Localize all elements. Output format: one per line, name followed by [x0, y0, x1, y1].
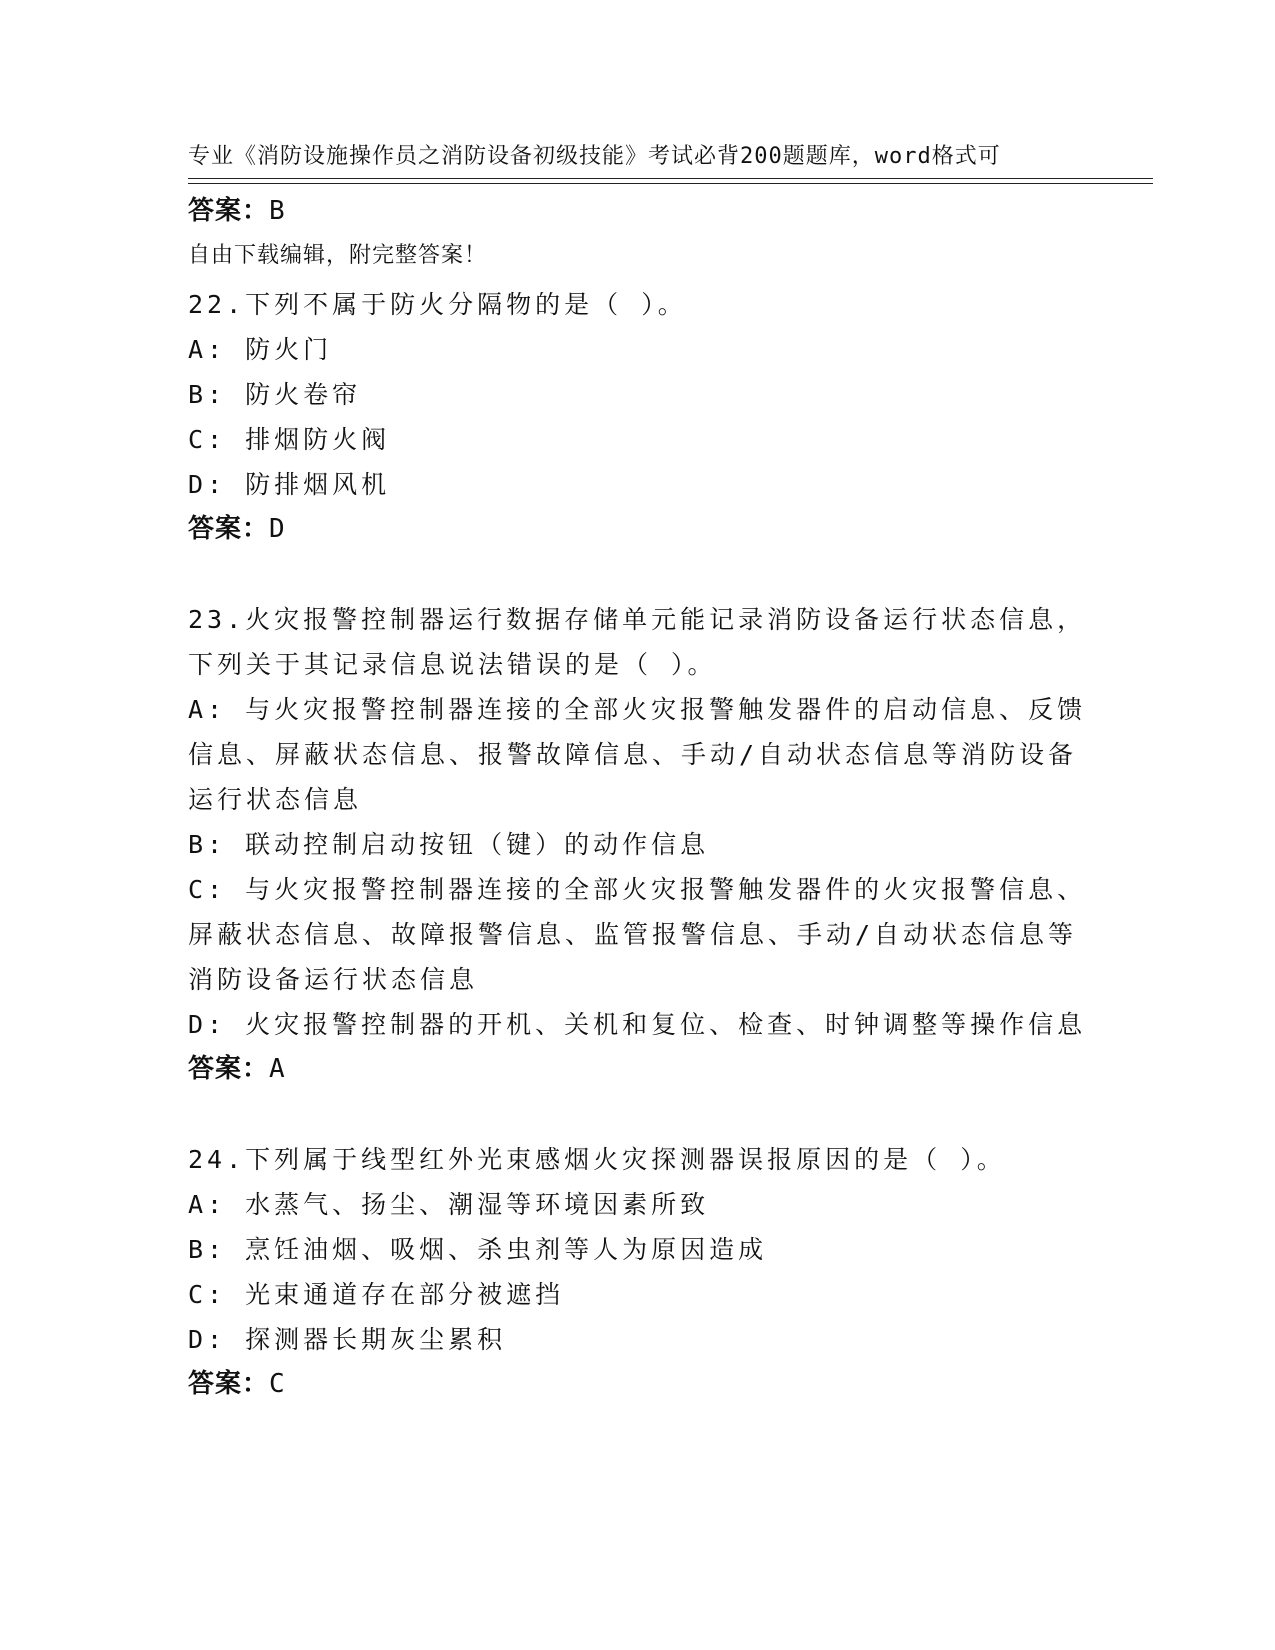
header-line-1: 专业《消防设施操作员之消防设备初级技能》考试必背200题题库，word格式可 [188, 144, 1001, 169]
question-24-option-b: B: 烹饪油烟、吸烟、杀虫剂等人为原因造成 [188, 1235, 768, 1264]
header-line-2: 自由下载编辑，附完整答案！ [188, 243, 488, 268]
question-24-option-d: D: 探测器长期灰尘累积 [188, 1325, 507, 1354]
question-23-option-a-line-1: A: 与火灾报警控制器连接的全部火灾报警触发器件的启动信息、反馈 [188, 695, 1087, 724]
answer-q24 [188, 1363, 285, 1400]
question-22-stem: 22.下列不属于防火分隔物的是（ ）。 [188, 290, 687, 319]
question-22-option-b: B: 防火卷帘 [188, 380, 362, 409]
answer-label: 答案： [188, 196, 270, 226]
answer-q23 [188, 1048, 285, 1085]
answer-value: D [269, 514, 285, 544]
question-23-option-c-line-2: 屏蔽状态信息、故障报警信息、监管报警信息、手动/自动状态信息等 [188, 920, 1078, 949]
answer-value: C [269, 1369, 285, 1399]
question-23-option-b: B: 联动控制启动按钮（键）的动作信息 [188, 830, 710, 859]
question-23-option-a-line-3: 运行状态信息 [188, 785, 363, 814]
question-24-option-c: C: 光束通道存在部分被遮挡 [188, 1280, 565, 1309]
answer-label: 答案： [188, 1054, 270, 1084]
question-22-option-a: A: 防火门 [188, 335, 333, 364]
header-divider-top [188, 178, 1153, 179]
answer-label: 答案： [188, 514, 270, 544]
question-23-stem-line-2: 下列关于其记录信息说法错误的是（ ）。 [188, 650, 717, 679]
question-23-option-c-line-1: C: 与火灾报警控制器连接的全部火灾报警触发器件的火灾报警信息、 [188, 875, 1087, 904]
question-23-option-d: D: 火灾报警控制器的开机、关机和复位、检查、时钟调整等操作信息 [188, 1010, 1087, 1039]
question-24-option-a: A: 水蒸气、扬尘、潮湿等环境因素所致 [188, 1190, 710, 1219]
header-divider-bottom [188, 183, 1153, 184]
question-23-option-a-line-2: 信息、屏蔽状态信息、报警故障信息、手动/自动状态信息等消防设备 [188, 740, 1078, 769]
answer-value: B [269, 196, 285, 226]
question-22-option-d: D: 防排烟风机 [188, 470, 391, 499]
question-23-option-c-line-3: 消防设备运行状态信息 [188, 965, 479, 994]
question-23-stem-line-1: 23.火灾报警控制器运行数据存储单元能记录消防设备运行状态信息， [188, 605, 1087, 634]
question-22-option-c: C: 排烟防火阀 [188, 425, 391, 454]
answer-q22 [188, 508, 285, 545]
answer-value: A [269, 1054, 285, 1084]
question-24-stem: 24.下列属于线型红外光束感烟火灾探测器误报原因的是（ ）。 [188, 1145, 1006, 1174]
answer-label: 答案： [188, 1369, 270, 1399]
answer-q21 [188, 190, 285, 227]
